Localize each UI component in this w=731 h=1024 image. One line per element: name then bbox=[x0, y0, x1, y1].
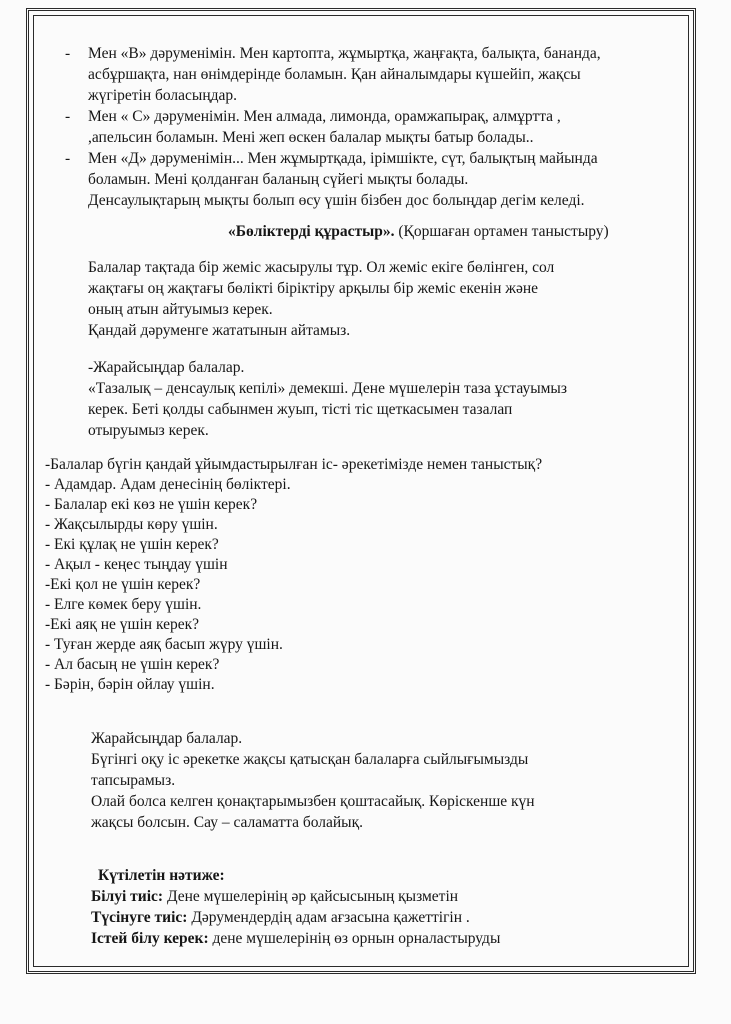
praise-line-1: -Жарайсыңдар балалар. bbox=[88, 359, 245, 376]
outcome-text: Дәрумендердің адам ағзасына қажеттігін . bbox=[187, 909, 470, 926]
outcome-item bbox=[91, 887, 458, 906]
closing-line-3: тапсырамыз. bbox=[91, 772, 176, 789]
game-line-4: Қандай дәруменге жататынын айтамыз. bbox=[88, 322, 351, 339]
closing-line-4: Олай болса келген қонақтарымызбен қоштасайық. Көріскенше күн bbox=[91, 793, 535, 810]
qa-line-11: - Ал басың не үшін керек? bbox=[45, 656, 220, 673]
qa-line-8: - Елге көмек беру үшін. bbox=[45, 596, 202, 613]
qa-line-6: - Ақыл - кеңес тыңдау үшін bbox=[45, 556, 228, 573]
qa-line-4: - Жақсылырды көру үшін. bbox=[45, 516, 218, 533]
vitamin-d-line-3: Денсаулықтарың мықты болып өсу үшін бізбен дос болыңдар дегім келеді. bbox=[88, 192, 585, 209]
qa-line-7: -Екі қол не үшін керек? bbox=[45, 576, 201, 593]
closing-line-1: Жарайсыңдар балалар. bbox=[91, 730, 243, 747]
bullet-dash: - bbox=[65, 108, 71, 125]
outcome-label: Түсінуге тиіс: bbox=[91, 909, 188, 926]
vitamin-c-line-2: ,апельсин боламын. Мені жеп өскен балалар мықты батыр болады.. bbox=[88, 129, 534, 146]
qa-line-10: - Туған жерде аяқ басып жүру үшін. bbox=[45, 636, 283, 653]
vitamin-b-line-3: жүгіретін боласыңдар. bbox=[88, 87, 238, 104]
bullet-dash: - bbox=[65, 45, 71, 62]
qa-line-1: -Балалар бүгін қандай ұйымдастырылған іс- әрекетімізде немен таныстық? bbox=[45, 456, 543, 473]
outcome-item bbox=[91, 929, 500, 948]
game-line-2: жақтағы оң жақтағы бөлікті біріктіру арқылы бір жеміс екенін және bbox=[88, 280, 539, 297]
game-title bbox=[228, 222, 609, 241]
qa-line-5: - Екі құлақ не үшін керек? bbox=[45, 536, 219, 553]
outcome-item bbox=[91, 908, 470, 927]
qa-line-12: - Бәрін, бәрін ойлау үшін. bbox=[45, 676, 215, 693]
vitamin-c-line-1: Мен « С» дәруменімін. Мен алмада, лимонда, орамжапырақ, алмұртта , bbox=[88, 108, 561, 125]
praise-line-4: отыруымыз керек. bbox=[88, 422, 209, 439]
qa-line-2: - Адамдар. Адам денесінің бөліктері. bbox=[45, 476, 291, 493]
outcome-text: Дене мүшелерінің әр қайсысының қызметін bbox=[163, 888, 459, 905]
bullet-dash: - bbox=[65, 150, 71, 167]
game-line-3: оның атын айтуымыз керек. bbox=[88, 301, 273, 318]
outcome-label: Істей білу керек: bbox=[91, 930, 209, 947]
qa-line-9: -Екі аяқ не үшін керек? bbox=[45, 616, 200, 633]
vitamin-d-line-2: боламын. Мені қолданған баланың сүйегі мықты болады. bbox=[88, 171, 469, 188]
game-line-1: Балалар тақтада бір жеміс жасырулы тұр. Ол жеміс екіге бөлінген, сол bbox=[88, 259, 555, 276]
outcome-label: Білуі тиіс: bbox=[91, 888, 164, 905]
outcome-text: дене мүшелерінің өз орнын орналастыруды bbox=[208, 930, 501, 947]
game-title-bold: «Бөліктерді құрастыр». bbox=[228, 223, 395, 240]
closing-line-5: жақсы болсын. Сау – саламатта болайық. bbox=[91, 814, 364, 831]
vitamin-b-line-2: асбұршақта, нан өнімдерінде боламын. Қан айналымдары күшейіп, жақсы bbox=[88, 66, 581, 83]
game-title-subtitle: (Қоршаған ортамен таныстыру) bbox=[394, 223, 609, 240]
closing-line-2: Бүгінгі оқу іс әрекетке жақсы қатысқан балаларға сыйлығымызды bbox=[91, 751, 529, 768]
praise-line-3: керек. Беті қолды сабынмен жуып, тісті тіс щеткасымен тазалап bbox=[88, 401, 513, 418]
outcome-heading: Күтілетін нәтиже: bbox=[98, 867, 225, 884]
vitamin-d-line-1: Мен «Д» дәруменімін... Мен жұмыртқада, ірімшікте, сүт, балықтың майында bbox=[88, 150, 598, 167]
praise-line-2: «Тазалық – денсаулық кепілі» демекші. Дене мүшелерін таза ұстауымыз bbox=[88, 380, 567, 397]
qa-line-3: - Балалар екі көз не үшін керек? bbox=[45, 496, 258, 513]
vitamin-b-line-1: Мен «В» дәруменімін. Мен картопта, жұмыртқа, жаңғақта, балықта, бананда, bbox=[88, 45, 601, 62]
